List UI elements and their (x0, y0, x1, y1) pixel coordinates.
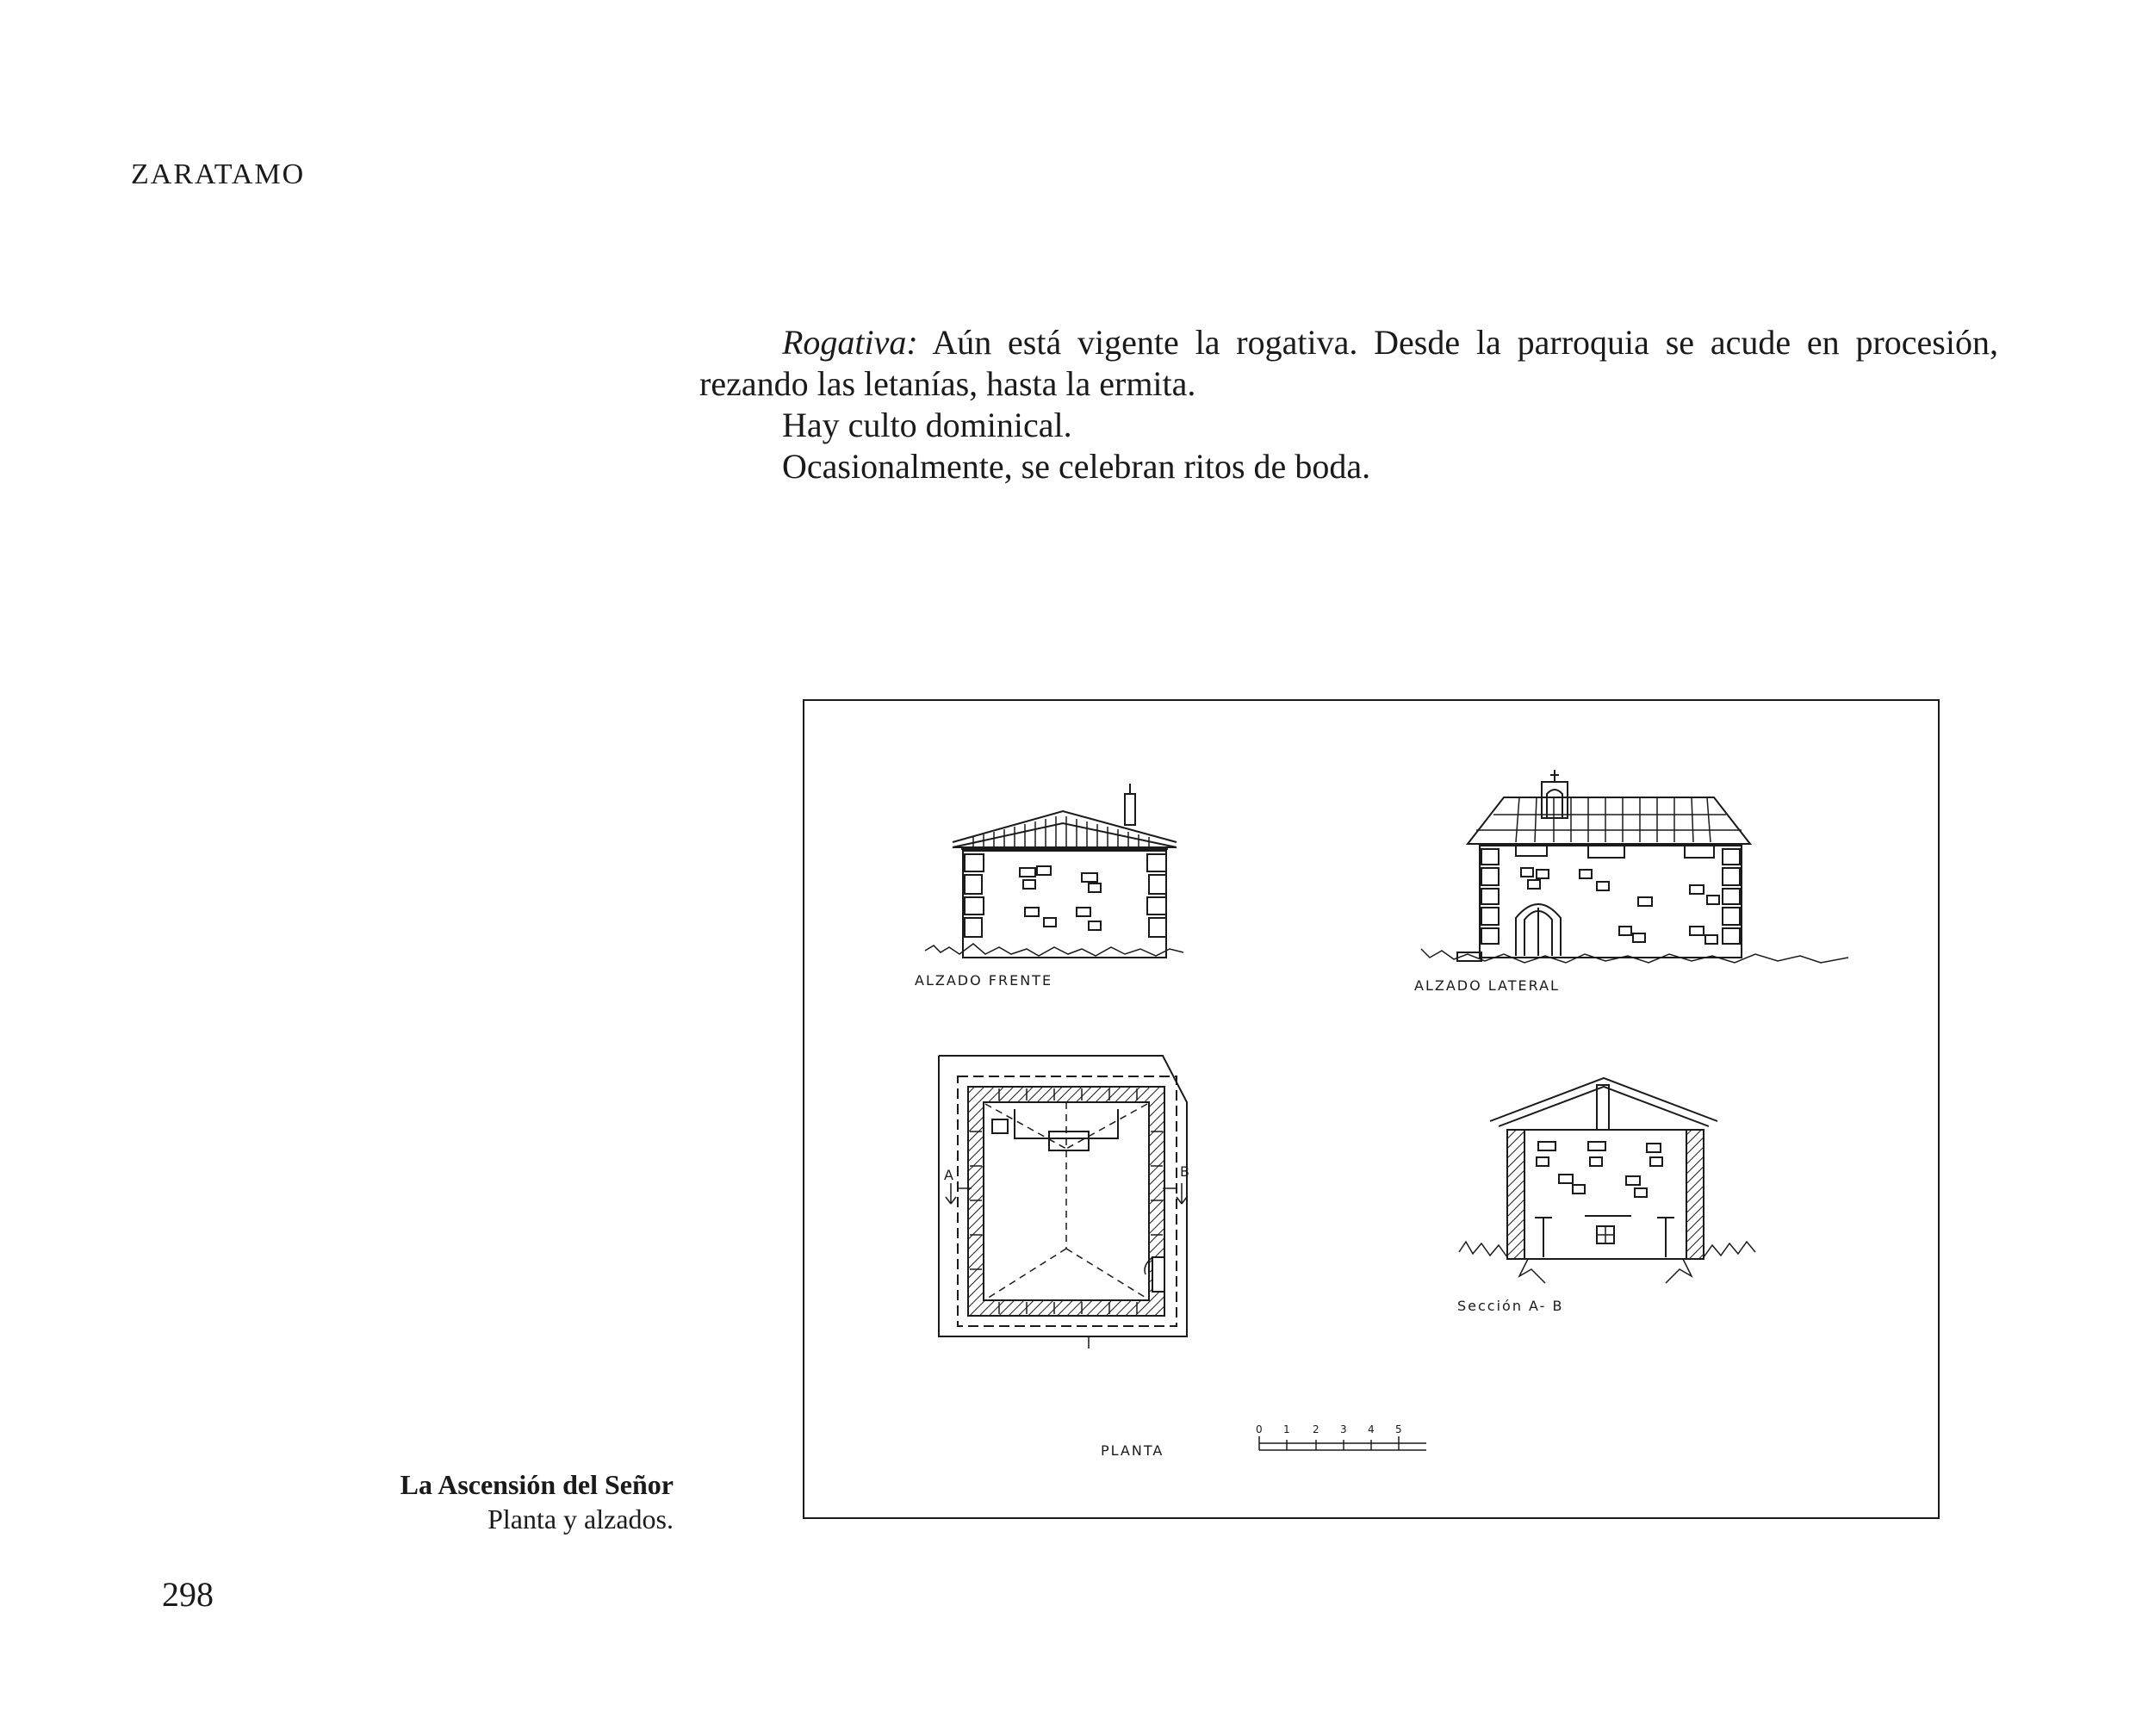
front-elevation-label: ALZADO FRENTE (915, 972, 1053, 989)
caption-title: La Ascensión del Señor (400, 1469, 674, 1500)
front-elevation-drawing (925, 784, 1183, 958)
rogativa-text: Aún está vigente la rogativa. Desde la parroquia se acude en procesión, rezando las letanías, hasta la ermita. (699, 323, 1998, 403)
paragraph-culto: Hay culto dominical. (782, 406, 1072, 444)
scale-tick-2: 2 (1313, 1423, 1319, 1435)
architectural-drawing (804, 701, 1938, 1517)
paragraph-boda: Ocasionalmente, se celebran ritos de boda. (782, 447, 1371, 486)
side-elevation-label: ALZADO LATERAL (1414, 977, 1560, 994)
paragraph-rogativa (699, 322, 1998, 405)
floor-plan-label: PLANTA (1101, 1442, 1164, 1459)
rogativa-lead: Rogativa: (782, 323, 918, 362)
architectural-drawing-plate (803, 699, 1940, 1519)
scale-tick-3: 3 (1340, 1423, 1347, 1435)
floor-plan-drawing (939, 1056, 1187, 1348)
side-elevation-drawing (1421, 770, 1848, 963)
section-label: Sección A- B (1457, 1298, 1564, 1314)
scale-tick-0: 0 (1256, 1423, 1263, 1435)
section-mark-b: B (1180, 1163, 1191, 1180)
scale-bar (1259, 1436, 1426, 1450)
figure-caption (400, 1467, 674, 1536)
body-text (699, 322, 1998, 487)
running-head: ZARATAMO (131, 158, 306, 190)
section-drawing (1459, 1078, 1755, 1283)
page-number: 298 (162, 1575, 214, 1614)
section-mark-a: A (944, 1167, 955, 1183)
caption-subtitle: Planta y alzados. (487, 1504, 674, 1534)
scale-tick-5: 5 (1395, 1423, 1402, 1435)
scale-tick-4: 4 (1368, 1423, 1375, 1435)
scale-tick-1: 1 (1283, 1423, 1290, 1435)
